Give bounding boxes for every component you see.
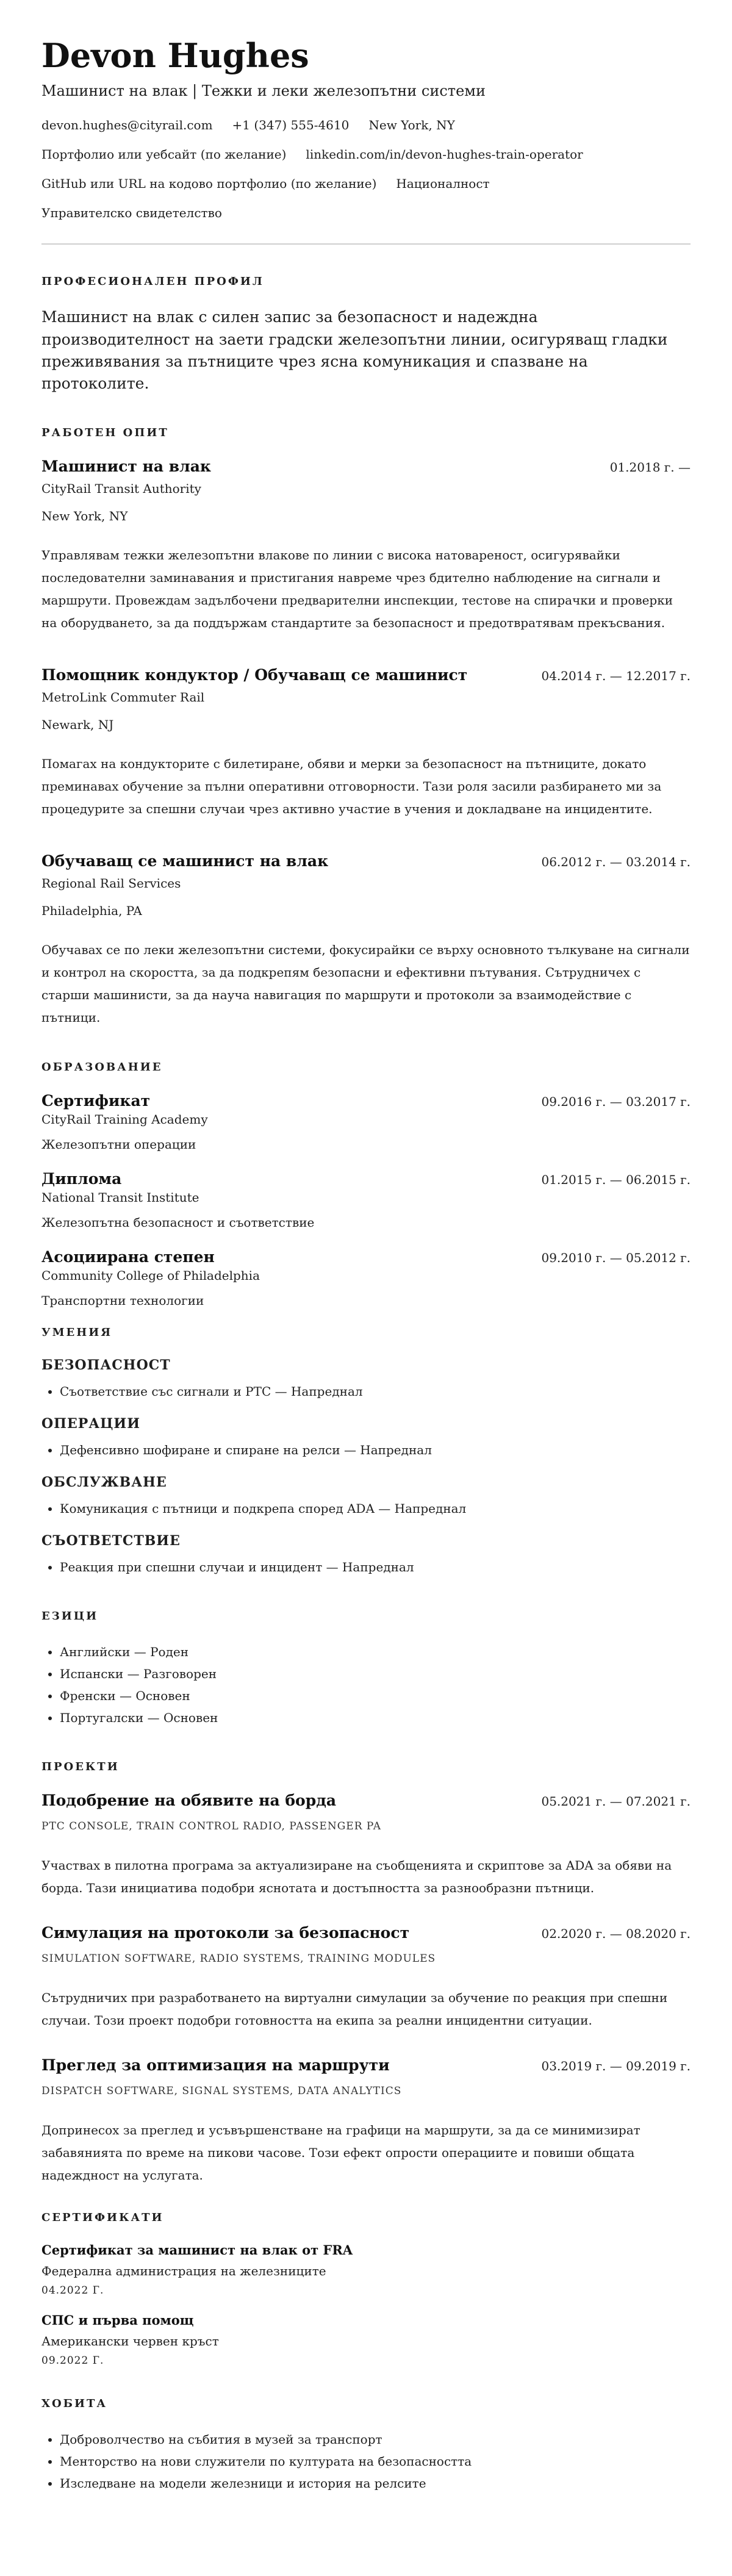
- project-header: [41, 1792, 691, 1809]
- section-title: СЕРТИФИКАТИ: [41, 2211, 164, 2225]
- certification-title: Сертификат за машинист на влак от FRA: [41, 2242, 353, 2258]
- certifications-section: [41, 2211, 691, 2367]
- certification-date: 09.2022 Г.: [41, 2355, 104, 2367]
- license-text: Управителско свидетелство: [41, 206, 222, 221]
- school-name: CityRail Training Academy: [41, 1112, 208, 1127]
- certification-entry: [41, 2312, 691, 2367]
- job-dates: 01.2018 г. —: [609, 460, 691, 475]
- resume-header: [41, 38, 691, 221]
- projects-section: [41, 1760, 691, 2187]
- job-title: Помощник кондуктор / Обучаващ се машинист: [41, 666, 468, 684]
- education-entry: [41, 1248, 691, 1308]
- contact-row: [41, 117, 691, 134]
- degree-title: Сертификат: [41, 1092, 151, 1110]
- project-description: Участвах в пилотна програма за актуализиране на съобщенията и скриптове за ADA за обяви на борда. Тази инициатива подобри яснотата и достъпността за разнообразни пътници.: [41, 1858, 672, 1896]
- linkedin-link[interactable]: linkedin.com/in/devon-hughes-train-operator: [306, 147, 583, 162]
- section-title: ЕЗИЦИ: [41, 1610, 99, 1623]
- phone-number: +1 (347) 555-4610: [232, 118, 350, 133]
- education-section: [41, 1061, 691, 1308]
- certification-title: СПС и първа помощ: [41, 2312, 194, 2328]
- job-dates: 06.2012 г. — 03.2014 г.: [541, 855, 691, 870]
- job-description: Помагах на кондукторите с билетиране, обяви и мерки за безопасност на пътниците, докато преминавах обучение за пълни оперативни отговорности. Тази роля засили разбирането ми за процедурите за спешни случаи чрез активно участие в учения и докладване на инцидентите.: [41, 756, 662, 817]
- hobbies-section: [41, 2397, 691, 2494]
- project-description: Сътрудничих при разработването на виртуални симулации за обучение по реакция при спешни случаи. Този проект подобри готовността на екипа за реални инцидентни ситуации.: [41, 1990, 668, 2028]
- education-dates: 09.2010 г. — 05.2012 г.: [541, 1250, 691, 1266]
- job-description: Управлявам тежки железопътни влакове по линии с висока натовареност, осигурявайки последователни заминавания и пристигания навреме чрез бдително наблюдение на сигнали и маршрути. Провеждам задълбочени предварителни инспекции, тестове на спирачки и проверки на оборудването, за да поддържам стандартите за безопасност и предотвратявам прекъсвания.: [41, 548, 673, 631]
- skill-category: ОБСЛУЖВАНЕ: [41, 1474, 167, 1491]
- skill-item: • Дефенсивно шофиране и спиране на релси — Напреднал: [60, 1439, 691, 1461]
- github-link[interactable]: GitHub или URL на кодово портфолио (по желание): [41, 176, 377, 192]
- project-entry: [41, 1792, 691, 1900]
- job-title: Обучаващ се машинист на влак: [41, 852, 329, 870]
- education-entry: [41, 1092, 691, 1152]
- job-location: Philadelphia, PA: [41, 903, 142, 919]
- language-list: [41, 1641, 691, 1729]
- location-text: New York, NY: [368, 118, 455, 133]
- license-row: [41, 204, 691, 221]
- project-dates: 05.2021 г. — 07.2021 г.: [541, 1794, 691, 1809]
- job-location: Newark, NJ: [41, 717, 114, 733]
- project-technologies: DISPATCH SOFTWARE, SIGNAL SYSTEMS, DATA ANALYTICS: [41, 2085, 402, 2098]
- school-name: Community College of Philadelphia: [41, 1268, 260, 1283]
- hobby-item: • Доброволчество на събития в музей за транспорт: [60, 2428, 691, 2450]
- degree-title: Диплома: [41, 1170, 122, 1188]
- extra-row: [41, 175, 691, 192]
- skill-list: [41, 1380, 691, 1402]
- job-entry: [41, 457, 691, 634]
- skills-section: [41, 1326, 691, 1578]
- project-technologies: PTC CONSOLE, TRAIN CONTROL RADIO, PASSENGER PA: [41, 1820, 382, 1833]
- section-title: РАБОТЕН ОПИТ: [41, 426, 169, 440]
- education-header: [41, 1248, 691, 1266]
- project-description: Допринесох за преглед и усъвършенстване на графици на маршрути, за да се минимизират забавянията по време на пикови часове. Този ефект опрости операциите и повиши общата надеждност на услугата.: [41, 2123, 640, 2183]
- skill-category: ОПЕРАЦИИ: [41, 1416, 140, 1432]
- skill-list: [41, 1556, 691, 1578]
- language-item: • Португалски — Основен: [60, 1707, 691, 1729]
- job-company: CityRail Transit Authority: [41, 481, 201, 497]
- section-title: ОБРАЗОВАНИЕ: [41, 1061, 163, 1074]
- certification-issuer: Американски червен кръст: [41, 2334, 219, 2349]
- education-dates: 09.2016 г. — 03.2017 г.: [541, 1094, 691, 1110]
- job-location: New York, NY: [41, 509, 128, 524]
- job-entry: [41, 852, 691, 1029]
- field-of-study: Железопътни операции: [41, 1137, 196, 1152]
- project-header: [41, 2056, 691, 2074]
- skill-category: БЕЗОПАСНОСТ: [41, 1357, 171, 1374]
- field-of-study: Транспортни технологии: [41, 1293, 204, 1308]
- project-technologies: SIMULATION SOFTWARE, RADIO SYSTEMS, TRAINING MODULES: [41, 1953, 436, 1965]
- education-header: [41, 1170, 691, 1188]
- degree-title: Асоциирана степен: [41, 1248, 215, 1266]
- skill-item: • Комуникация с пътници и подкрепа според ADA — Напреднал: [60, 1498, 691, 1519]
- skill-item: • Съответствие със сигнали и PTC — Напреднал: [60, 1380, 691, 1402]
- skill-category: СЪОТВЕТСТВИЕ: [41, 1533, 181, 1549]
- job-company: MetroLink Commuter Rail: [41, 690, 205, 705]
- project-title: Симулация на протоколи за безопасност: [41, 1924, 410, 1942]
- email-link[interactable]: devon.hughes@cityrail.com: [41, 118, 213, 133]
- portfolio-link[interactable]: Портфолио или уебсайт (по желание): [41, 147, 287, 162]
- job-dates: 04.2014 г. — 12.2017 г.: [541, 669, 691, 684]
- profile-summary: Машинист на влак с силен запис за безопасност и надеждна производителност на заети градски железопътни линии, осигуряващ гладки преживявания за пътниците чрез ясна комуникация и спазване на протоколите.: [41, 308, 668, 393]
- job-title: Машинист на влак: [41, 457, 211, 476]
- skill-list: [41, 1498, 691, 1519]
- hobby-item: • Изследване на модели железници и история на релсите: [60, 2472, 691, 2494]
- language-item: • Френски — Основен: [60, 1685, 691, 1707]
- section-title: УМЕНИЯ: [41, 1326, 113, 1340]
- skill-item: • Реакция при спешни случаи и инцидент — Напреднал: [60, 1556, 691, 1578]
- project-entry: [41, 2056, 691, 2187]
- profile-section: [41, 275, 691, 395]
- hobby-list: [41, 2428, 691, 2494]
- field-of-study: Железопътна безопасност и съответствие: [41, 1215, 315, 1230]
- skill-list: [41, 1439, 691, 1461]
- language-item: • Английски — Роден: [60, 1641, 691, 1663]
- section-title: ПРОЕКТИ: [41, 1760, 120, 1774]
- candidate-headline: Машинист на влак | Тежки и леки железопътни системи: [41, 82, 486, 100]
- project-dates: 02.2020 г. — 08.2020 г.: [541, 1926, 691, 1942]
- section-title: ХОБИТА: [41, 2397, 108, 2411]
- nationality-text: Националност: [396, 176, 490, 192]
- education-dates: 01.2015 г. — 06.2015 г.: [541, 1172, 691, 1188]
- job-header: [41, 666, 691, 684]
- school-name: National Transit Institute: [41, 1190, 199, 1205]
- section-title: ПРОФЕСИОНАЛЕН ПРОФИЛ: [41, 275, 264, 289]
- experience-section: [41, 426, 691, 1029]
- certification-date: 04.2022 Г.: [41, 2284, 104, 2297]
- links-row: [41, 146, 691, 163]
- education-header: [41, 1092, 691, 1110]
- job-description: Обучавах се по леки железопътни системи, фокусирайки се върху основното тълкуване на сигнали и контрол на скоростта, за да подкрепям безопасни и ефективни пътувания. Сътрудничех с старши машинисти, за да науча навигация по маршрути и протоколи за взаимодействие с пътници.: [41, 942, 690, 1025]
- job-header: [41, 457, 691, 475]
- job-entry: [41, 666, 691, 820]
- project-title: Подобрение на обявите на борда: [41, 1792, 337, 1810]
- header-divider: [41, 243, 691, 245]
- language-item: • Испански — Разговорен: [60, 1663, 691, 1685]
- project-title: Преглед за оптимизация на маршрути: [41, 2056, 390, 2075]
- job-company: Regional Rail Services: [41, 876, 181, 891]
- project-header: [41, 1924, 691, 1942]
- candidate-name: Devon Hughes: [41, 36, 309, 75]
- project-entry: [41, 1924, 691, 2032]
- certification-entry: [41, 2242, 691, 2297]
- project-dates: 03.2019 г. — 09.2019 г.: [541, 2059, 691, 2074]
- languages-section: [41, 1610, 691, 1729]
- hobby-item: • Менторство на нови служители по културата на безопасността: [60, 2450, 691, 2472]
- education-entry: [41, 1170, 691, 1230]
- certification-issuer: Федерална администрация на железниците: [41, 2264, 326, 2279]
- job-header: [41, 852, 691, 870]
